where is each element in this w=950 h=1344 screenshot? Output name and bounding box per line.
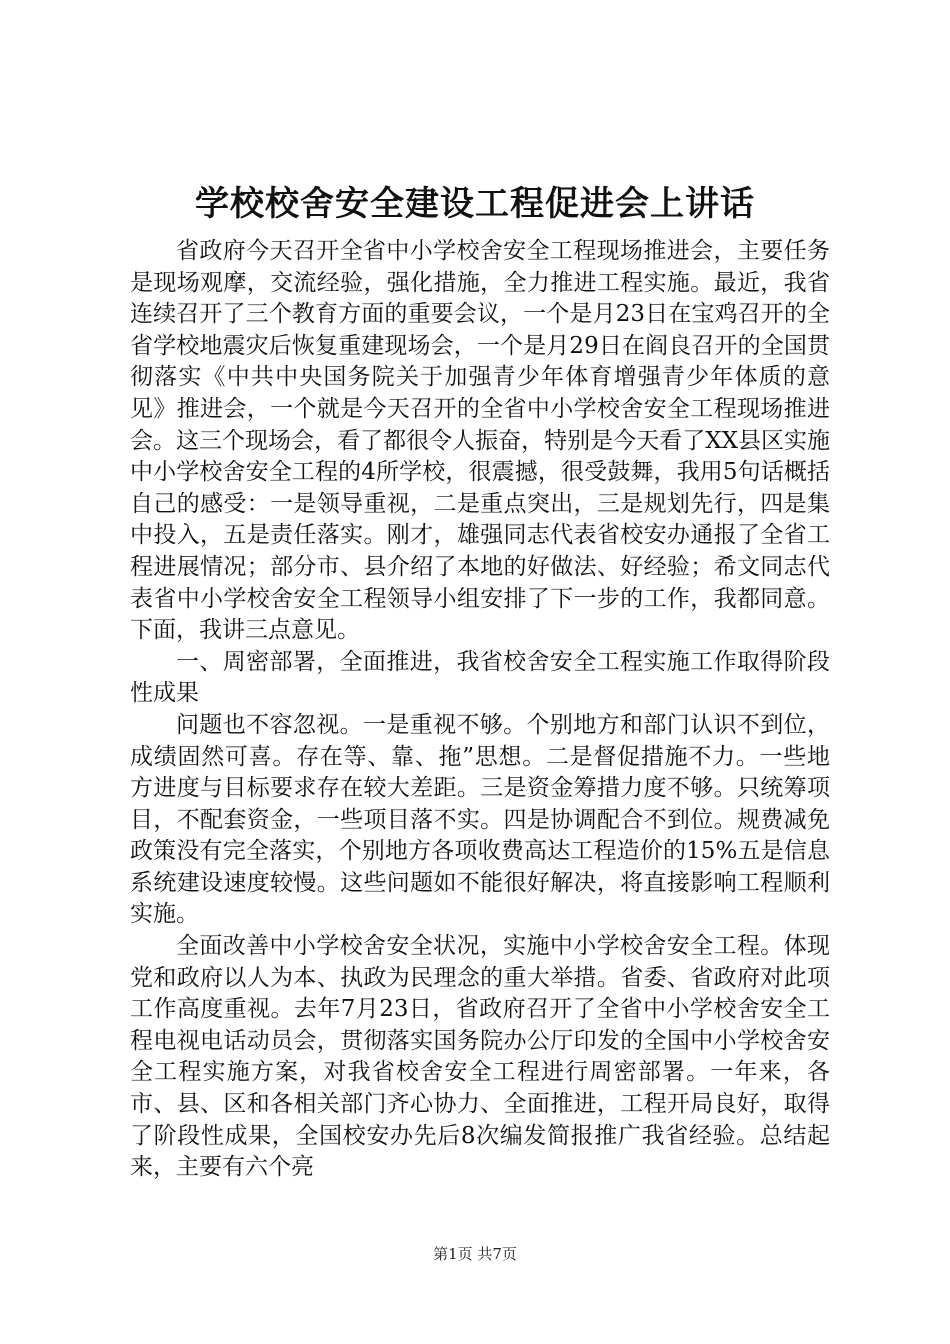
page-number-footer: 第1页 共7页 xyxy=(433,1245,517,1263)
document-body xyxy=(130,236,830,1184)
paragraph-achievements: 全面改善中小学校舍安全状况，实施中小学校舍安全工程。体现党和政府以人为本、执政为民理念的重大举措。省委、省政府对此项工作高度重视。去年7月23日，省政府召开了全省中小学校舍安全工程电视电话动员会，贯彻落实国务院办公厅印发的全国中小学校舍安全工程实施方案，对我省校舍安全工程进行周密部署。一年来，各市、县、区和各相关部门齐心协力、全面推进，工程开局良好，取得了阶段性成果，全国校安办先后8次编发简报推广我省经验。总结起来，主要有六个亮 xyxy=(130,933,830,1181)
paragraph-problems: 问题也不容忽视。一是重视不够。个别地方和部门认识不到位，成绩固然可喜。存在等、靠、拖”思想。二是督促措施不力。一些地方进度与目标要求存在较大差距。三是资金筹措力度不够。只统筹项目，不配套资金，一些项目落不实。四是协调配合不到位。规费减免政策没有完全落实，个别地方各项收费高达工程造价的15%五是信息系统建设速度较慢。这些问题如不能很好解决，将直接影响工程顺利实施。 xyxy=(130,711,830,928)
document-title: 学校校舍安全建设工程促进会上讲话 xyxy=(195,184,755,224)
paragraph-section-heading: 一、周密部署，全面推进，我省校舍安全工程实施工作取得阶段性成果 xyxy=(130,648,830,707)
paragraph-intro: 省政府今天召开全省中小学校舍安全工程现场推进会，主要任务是现场观摩，交流经验，强化措施，全力推进工程实施。最近，我省连续召开了三个教育方面的重要会议，一个是月23日在宝鸡召开的全省学校地震灾后恢复重建现场会，一个是月29日在阎良召开的全国贯彻落实《中共中央国务院关于加强青少年体育增强青少年体质的意见》推进会，一个就是今天召开的全省中小学校舍安全工程现场推进会。这三个现场会，看了都很令人振奋，特别是今天看了XX县区实施中小学校舍安全工程的4所学校，很震撼，很受鼓舞，我用5句话概括自己的感受：一是领导重视，二是重点突出，三是规划先行，四是集中投入，五是责任落实。刚才，雄强同志代表省校安办通报了全省工程进展情况；部分市、县介绍了本地的好做法、好经验；希文同志代表省中小学校舍安全工程领导小组安排了下一步的工作，我都同意。下面，我讲三点意见。 xyxy=(130,238,830,644)
